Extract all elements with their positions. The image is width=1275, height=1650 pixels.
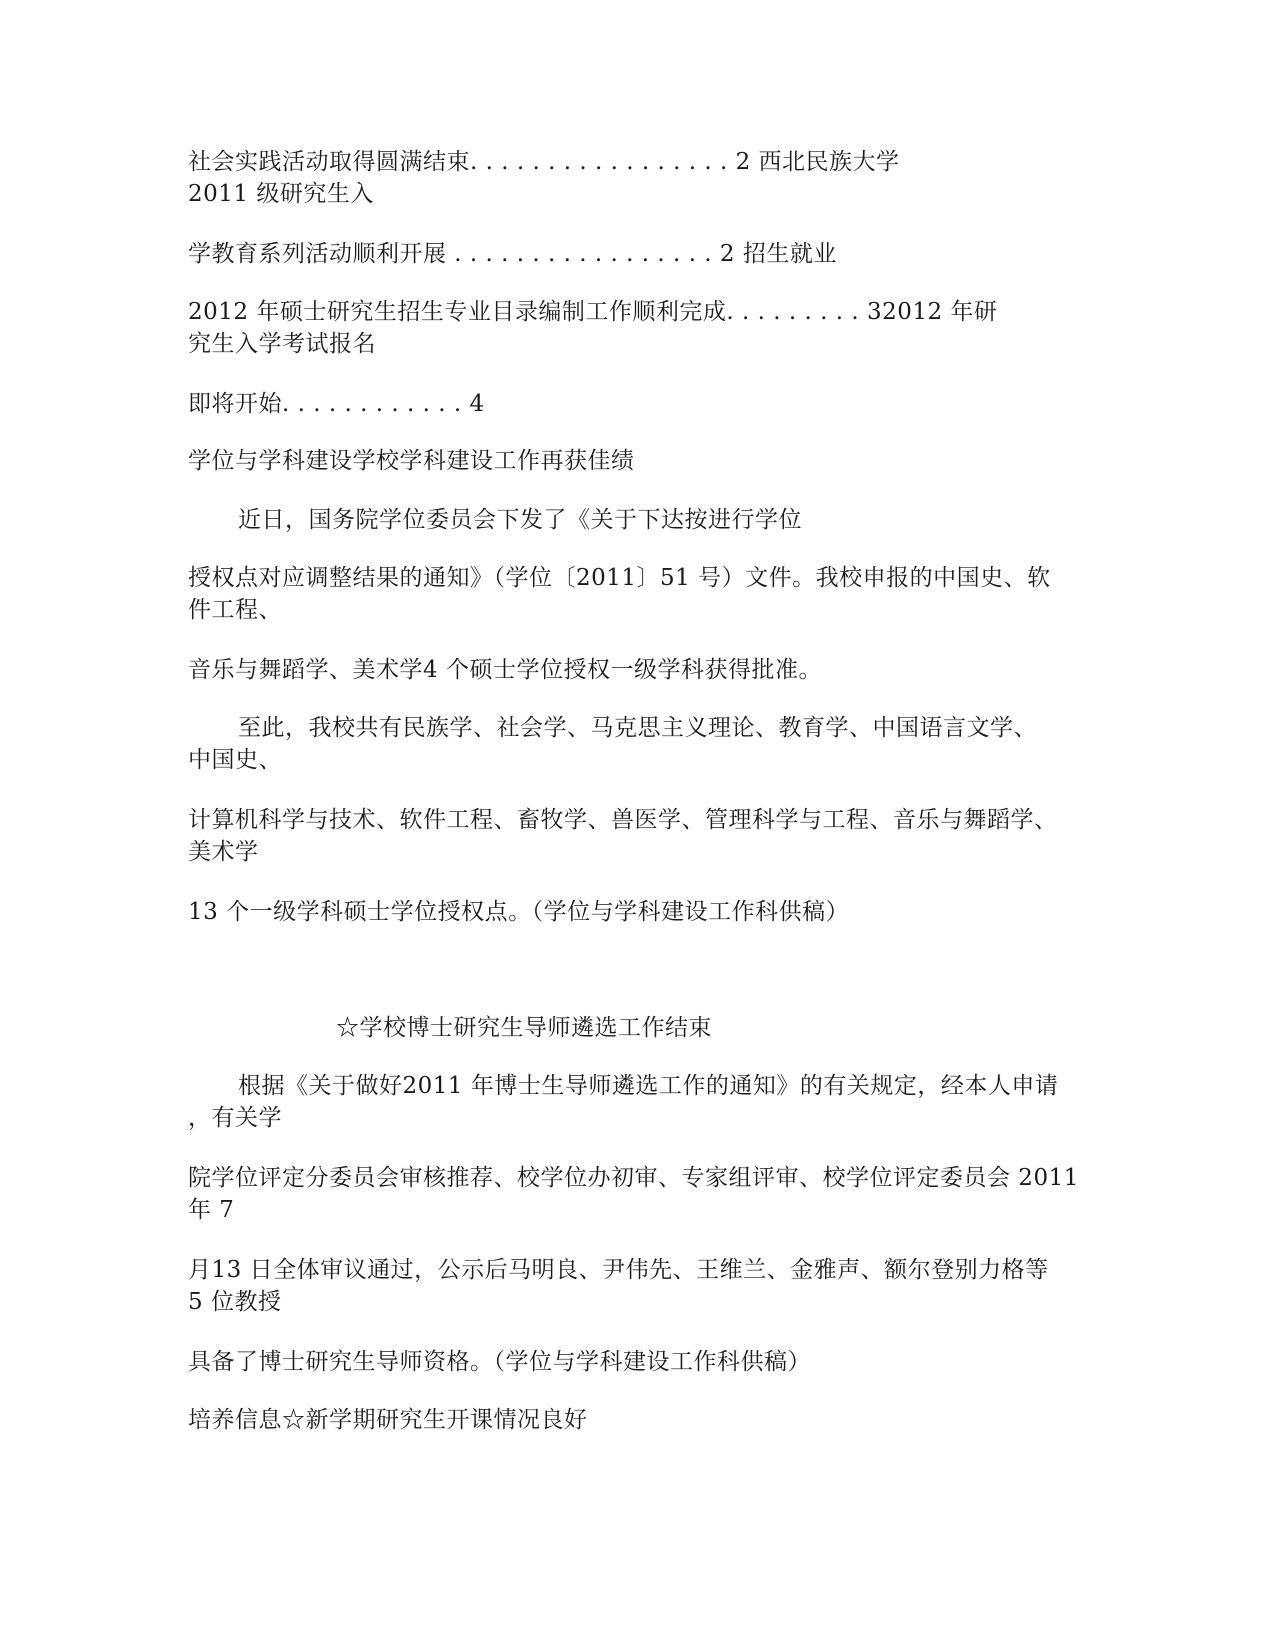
paragraph-line: 至此，我校共有民族学、社会学、马克思主义理论、教育学、中国语言文学、 (238, 715, 1037, 741)
toc-line-1: 社会实践活动取得圆满结束. . . . . . . . . . . . . . . . . 2 西北民族大学 (188, 149, 900, 175)
paragraph-line: 13 个一级学科硕士学位授权点。（学位与学科建设工作科供稿） (188, 899, 850, 925)
paragraph-line: 件工程、 (188, 597, 282, 623)
paragraph-line: 月13 日全体审议通过，公示后马明良、尹伟先、王维兰、金雅声、额尔登别力格等 (188, 1257, 1049, 1283)
toc-line-3: 2012 年硕士研究生招生专业目录编制工作顺利完成. . . . . . . . . 32012 年研 (188, 299, 998, 325)
paragraph-line: 音乐与舞蹈学、美术学4 个硕士学位授权一级学科获得批准。 (188, 657, 822, 683)
section-heading-supervisor: ☆学校博士研究生导师遴选工作结束 (336, 1015, 712, 1041)
toc-line-4: 即将开始. . . . . . . . . . . . 4 (188, 391, 485, 417)
paragraph-line: 5 位教授 (188, 1289, 282, 1315)
paragraph-line: 院学位评定分委员会审核推荐、校学位办初审、专家组评审、校学位评定委员会 2011 (188, 1165, 1079, 1191)
paragraph-line: 近日，国务院学位委员会下发了《关于下达按进行学位 (238, 507, 802, 533)
paragraph-line: 年 7 (188, 1197, 235, 1223)
paragraph-line: 根据《关于做好2011 年博士生导师遴选工作的通知》的有关规定，经本人申请 (238, 1073, 1059, 1099)
paragraph-line: 中国史、 (188, 747, 282, 773)
section-heading-training: 培养信息☆新学期研究生开课情况良好 (188, 1407, 588, 1433)
paragraph-line: ，有关学 (188, 1105, 282, 1131)
toc-line-1-cont: 2011 级研究生入 (188, 181, 374, 207)
toc-line-3-cont: 究生入学考试报名 (188, 331, 376, 357)
paragraph-line: 具备了博士研究生导师资格。（学位与学科建设工作科供稿） (188, 1349, 811, 1375)
toc-line-2: 学教育系列活动顺利开展 . . . . . . . . . . . . . . . . . 2 招生就业 (188, 241, 837, 267)
paragraph-line: 授权点对应调整结果的通知》（学位〔2011〕51 号）文件。我校申报的中国史、软 (188, 565, 1051, 591)
paragraph-line: 计算机科学与技术、软件工程、畜牧学、兽医学、管理科学与工程、音乐与舞蹈学、 (188, 807, 1058, 833)
paragraph-line: 美术学 (188, 839, 259, 865)
section-heading-discipline: 学位与学科建设学校学科建设工作再获佳绩 (188, 448, 635, 474)
